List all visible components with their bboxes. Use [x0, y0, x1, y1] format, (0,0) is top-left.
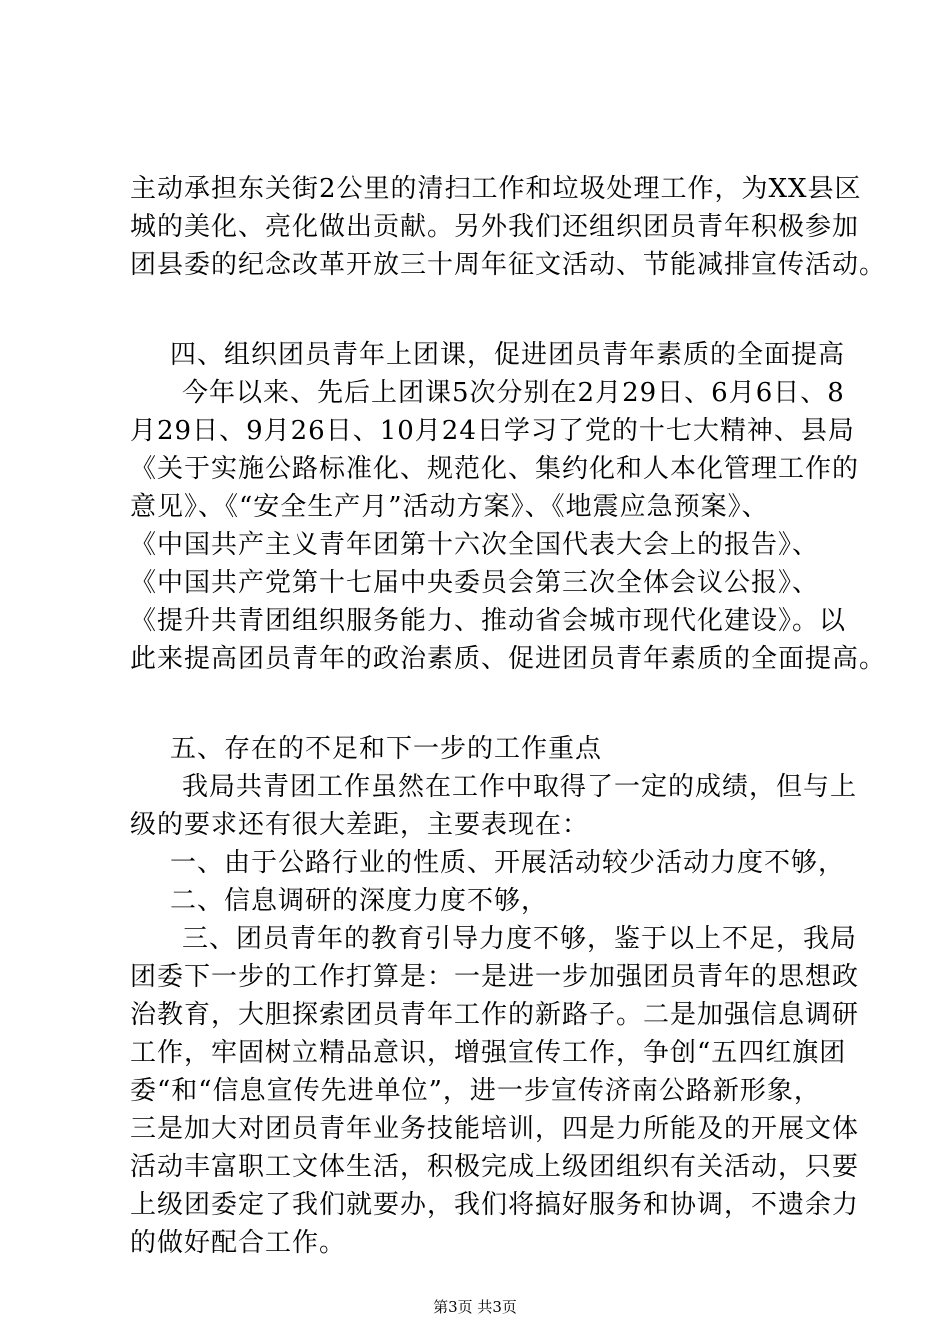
- section-heading: 四、组织团员青年上团课，促进团员青年素质的全面提高: [170, 340, 846, 370]
- paragraph-gap: [130, 284, 850, 336]
- text-line: 团县委的纪念改革开放三十周年征文活动、节能减排宣传活动。: [130, 250, 887, 280]
- text-line: 团委下一步的工作打算是：一是进一步加强团员青年的思想政: [130, 962, 860, 992]
- text-line: 《中国共产党第十七届中央委员会第三次全体会议公报》、: [130, 568, 820, 598]
- text-line: 今年以来、先后上团课5次分别在2月29日、6月6日、8: [182, 378, 845, 408]
- text-line: 的做好配合工作。: [130, 1228, 347, 1258]
- paragraph-section-3-tail: [130, 170, 887, 284]
- text-line: 工作，牢固树立精品意识，增强宣传工作，争创“五四红旗团: [130, 1038, 847, 1068]
- text-line: 一、由于公路行业的性质、开展活动较少活动力度不够，: [170, 848, 846, 878]
- text-line: 《关于实施公路标准化、规范化、集约化和人本化管理工作的: [130, 454, 860, 484]
- text-line: 此来提高团员青年的政治素质、促进团员青年素质的全面提高。: [130, 644, 887, 674]
- section-heading: 五、存在的不足和下一步的工作重点: [170, 734, 603, 764]
- text-line: 委“和“信息宣传先进单位”，进一步宣传济南公路新形象，: [130, 1076, 821, 1106]
- section-4: [130, 336, 887, 678]
- text-line: 活动丰富职工文体生活，积极完成上级团组织有关活动，只要: [130, 1152, 860, 1182]
- text-line: 《中国共产主义青年团第十六次全国代表大会上的报告》、: [130, 530, 820, 560]
- text-line: 三是加大对团员青年业务技能培训，四是力所能及的开展文体: [130, 1114, 860, 1144]
- paragraph-gap: [130, 678, 850, 730]
- page-footer: [0, 1297, 950, 1317]
- text-line: 三、团员青年的教育引导力度不够，鉴于以上不足，我局: [182, 924, 858, 954]
- page-number: 第3页 共3页: [433, 1298, 517, 1316]
- text-line: 《提升共青团组织服务能力、推动省会城市现代化建设》。以: [130, 606, 847, 636]
- text-line: 上级团委定了我们就要办，我们将搞好服务和协调，不遗余力: [130, 1190, 860, 1220]
- text-line: 城的美化、亮化做出贡献。另外我们还组织团员青年积极参加: [130, 212, 860, 242]
- text-line: 级的要求还有很大差距，主要表现在：: [130, 810, 590, 840]
- text-line: 月29日、9月26日、10月24日学习了党的十七大精神、县局: [130, 416, 855, 446]
- document-body: [130, 170, 887, 1262]
- text-line: 意见》、《“安全生产月”活动方案》、《地震应急预案》、: [130, 492, 769, 522]
- text-line: 二、信息调研的深度力度不够，: [170, 886, 549, 916]
- section-5: [130, 730, 860, 1262]
- text-line: 治教育，大胆探索团员青年工作的新路子。二是加强信息调研: [130, 1000, 860, 1030]
- text-line: 主动承担东关街2公里的清扫工作和垃圾处理工作，为XX县区: [130, 174, 862, 204]
- text-line: 我局共青团工作虽然在工作中取得了一定的成绩，但与上: [182, 772, 858, 802]
